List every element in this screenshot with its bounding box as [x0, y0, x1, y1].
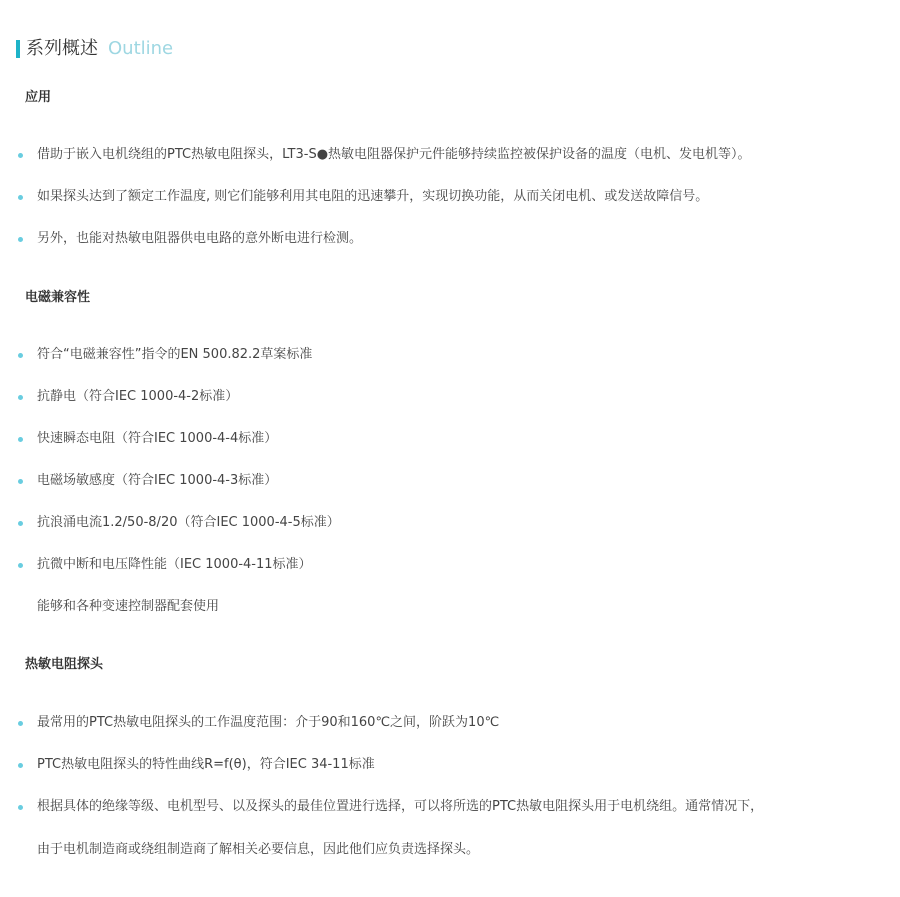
bullet-icon [18, 763, 23, 768]
list-item [18, 472, 277, 490]
bullet-icon [18, 237, 23, 242]
header-accent-bar [16, 40, 20, 58]
list-item-continuation [18, 841, 479, 859]
bullet-icon [18, 353, 23, 358]
list-item-text: 由于电机制造商或绕组制造商了解相关必要信息，因此他们应负责选择探头。 [37, 842, 480, 857]
bullet-icon [18, 721, 23, 726]
list-item-text: 抗浪涌电流1.2/50-8/20（符合IEC 1000-4-5标准） [37, 515, 340, 530]
section-heading-thermistor-probe: 热敏电阻探头 [25, 657, 104, 672]
section-heading-emc: 电磁兼容性 [25, 290, 91, 305]
bullet-icon [18, 395, 23, 400]
list-item-text: 根据具体的绝缘等级、电机型号、以及探头的最佳位置进行选择，可以将所选的PTC热敏电阻探头用于电机绕组。通常情况下， [37, 799, 764, 814]
list-item-text: 最常用的PTC热敏电阻探头的工作温度范围：介于90和160℃之间，阶跃为10℃ [37, 715, 500, 730]
list-item-text: 电磁场敏感度（符合IEC 1000-4-3标准） [37, 473, 278, 488]
list-item-text: 如果探头达到了额定工作温度, 则它们能够利用其电阻的迅速攀升，实现切换功能，从而关闭电机、或发送故障信号。 [37, 189, 709, 204]
list-item [18, 556, 312, 574]
bullet-icon [18, 479, 23, 484]
section-heading-application: 应用 [25, 90, 52, 105]
list-item [18, 756, 375, 774]
list-item [18, 514, 340, 532]
bullet-icon [18, 521, 23, 526]
list-item [18, 146, 751, 164]
bullet-icon [18, 805, 23, 810]
list-item-text: 快速瞬态电阻（符合IEC 1000-4-4标准） [37, 431, 278, 446]
list-item [18, 188, 708, 206]
list-item-text: 抗静电（符合IEC 1000-4-2标准） [37, 389, 239, 404]
list-item [18, 798, 763, 816]
bullet-icon [18, 153, 23, 158]
list-item-text: 符合“电磁兼容性”指令的EN 500.82.2草案标准 [37, 347, 313, 362]
header-title-en: Outline [108, 38, 174, 59]
list-item-text: PTC热敏电阻探头的特性曲线R=f(θ)，符合IEC 34-11标准 [37, 757, 375, 772]
list-item-text: 另外，也能对热敏电阻器供电电路的意外断电进行检测。 [37, 231, 363, 246]
bullet-icon [18, 563, 23, 568]
section-header [16, 38, 173, 60]
bullet-icon [18, 195, 23, 200]
list-item-text: 抗微中断和电压降性能（IEC 1000-4-11标准） [37, 557, 312, 572]
list-item-text: 借助于嵌入电机绕组的PTC热敏电阻探头，LT3-S●热敏电阻器保护元件能够持续监控被保护设备的温度（电机、发电机等）。 [37, 147, 751, 162]
bullet-icon [18, 437, 23, 442]
list-item [18, 388, 238, 406]
list-item [18, 430, 277, 448]
header-title-cn: 系列概述 [26, 38, 98, 59]
list-item [18, 230, 362, 248]
list-item-text: 能够和各种变速控制器配套使用 [37, 599, 220, 614]
list-item [18, 346, 312, 364]
list-item-continuation [18, 598, 219, 616]
list-item [18, 714, 499, 732]
